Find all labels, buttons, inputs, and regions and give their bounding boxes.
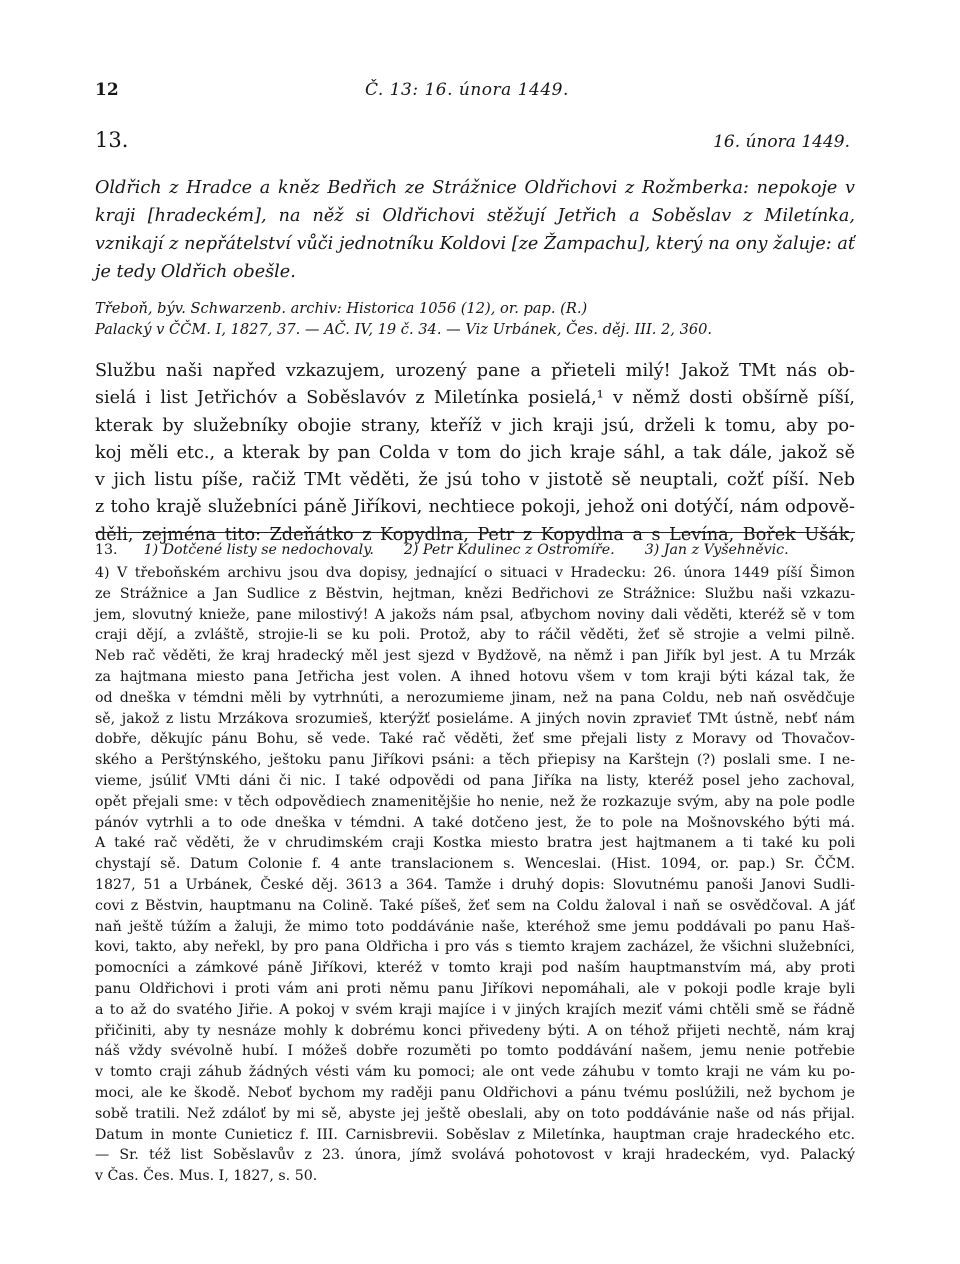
body-line: Službu naši napřed vzkazujem, urozený pane a přieteli milý! Jakož TMt nás ob- — [95, 361, 855, 381]
footnote-line: sobě tratili. Než zdáloť by mi sě, abyste jej ještě obeslali, aby on toto poddávánie naše od nás přijal. — [95, 1105, 855, 1122]
footnote-3: 3) Jan z Vyšehněvic. — [644, 542, 789, 558]
footnote-line: 1827, 51 a Urbánek, České děj. 3613 a 364. Tamže i druhý dopis: Slovutnému panoši Janovi Sudli- — [95, 876, 855, 893]
footnote-doc-label: 13. — [95, 542, 118, 558]
footnote-line: moci, ale ke škodě. Neboť bychom my raději panu Oldřichovi a pánu tvému poslúžili, než bychom je — [95, 1084, 855, 1101]
running-title: Č. 13: 16. února 1449. — [365, 80, 569, 100]
footnote-line: od dneška v témdni měli by vytrhnúti, a nerozumieme jinam, než na pana Coldu, neb naň osvědčuje — [95, 689, 855, 706]
footnote-line: covi z Běstvin, hauptmanu na Colině. Také píšeš, žeť sem na Coldu žaloval i naň se osvědčoval. A jáť — [95, 897, 855, 914]
footnote-line: ze Strážnice a Jan Sudlice z Běstvin, hejtman, knězi Bedřichovi ze Strážnice: Službu naši vzkazu- — [95, 585, 855, 602]
body-line: v jich listu píše, račiž TMt věděti, že jsú toho v jistotě sě neuptali, cožť píší. Neb — [95, 470, 855, 491]
footnote-line: Neb rač věděti, že kraj hradecký měl jest sjezd v Bydžově, na němž i pan Jiřík byl jest. A tu Mrzák — [95, 648, 855, 665]
footnote-line: v Čas. Čes. Mus. I, 1827, s. 50. — [95, 1168, 318, 1185]
footnote-line: přičiniti, aby ty nesnáze mohly k dobrému konci přivedeny býti. A on téhož přijeti nechtě, nám kraj — [95, 1022, 855, 1039]
footnote-4 — [95, 563, 855, 1187]
footnote-line: 4) V třeboňském archivu jsou dva dopisy, jednající o situaci v Hradecku: 26. února 1449 píší Šimon — [95, 565, 855, 581]
footnote-divider — [95, 532, 855, 533]
footnote-line: sě, jakož z listu Mrzákova srozumieš, kterýžť posieláme. A jiných novin zpravieť TMt ústně, nebť nám — [95, 710, 855, 727]
footnote-line: náš vždy svévolně hubí. I móžeš dobře rozuměti po tomto poddávání našem, jemu nenie potřebie — [95, 1043, 855, 1060]
body-line: sielá i list Jetřichóv a Soběslavóv z Miletínka posielá,¹ v němž dosti obšírně píší, — [95, 388, 855, 409]
footnote-line: a to až do svatého Jiřie. A pokoj v svém kraji majíce i v jiných krajích meziť vámi chtěli smě se řádně — [95, 1001, 855, 1018]
body-line: děli, zejména tito: Zdeňátko z Kopydlna, Petr z Kopydlna a s Levína, Bořek Ušák, — [95, 524, 855, 545]
footnote-line: pánóv vytrhli a to ode dneška v témdni. A také dotčeno jest, že to pole na Mošnovského býti má. — [95, 814, 855, 831]
footnote-line: za hajtmana miesto pana Jetřicha jest volen. A ihned hotovu všem v tom kraji býti kázal tak, že — [95, 668, 855, 685]
letter-body — [95, 358, 855, 549]
footnote-line: vieme, jsúliť VMti dáni či nic. I také odpovědi od pana Jiříka na listy, kteréž posel jeho zachoval, — [95, 772, 855, 789]
footnote-line: kovi, takto, aby neřekl, by pro pana Oldřicha i pro vás s tiemto krajem zacházel, že všichni služebníci, — [95, 939, 855, 956]
footnote-line: ského a Perštýnského, ještoku panu Jiříkovi psáni: a těch přiepisy na Karštejn (?) poslali sme. I ne- — [95, 752, 855, 769]
footnote-line: — Sr. též list Soběslavův z 23. února, jímž svolává pohotovost v kraji hradeckém, vyd. Palacký — [95, 1147, 855, 1164]
footnote-line: dobře, děkujíc pánu Bohu, sě vede. Také rač věděti, žeť sme přejali listy z Moravy od Thovačov- — [95, 731, 855, 748]
footnote-line: opět přejali sme: v těch odpovědiech znamenitějšie ho nenie, než že rozkazuje svým, aby na pole podle — [95, 793, 855, 810]
page-number: 12 — [95, 80, 119, 100]
footnote-line: A také rač věděti, že v chrudimském craji Kostka miesto bratra jest hajtmanem a ti také ku poli — [95, 835, 855, 852]
footnotes-header — [95, 540, 855, 560]
source-line: Palacký v ČČM. I, 1827, 37. — AČ. IV, 19 č. 34. — Viz Urbánek, Čes. děj. III. 2, 360. — [95, 321, 713, 338]
footnote-1: 1) Dotčené listy se nedochovaly. — [143, 542, 374, 558]
footnote-line: craji dějí, a zvláště, strojie-li se ku poli. Protož, aby to ráčil věděti, žeť sě strojie a velmi pilně. — [95, 627, 855, 644]
source-line: Třeboň, býv. Schwarzenb. archiv: Historica 1056 (12), or. pap. (R.) — [95, 300, 588, 317]
source-citation — [95, 298, 855, 340]
running-head — [95, 80, 850, 104]
body-line: z toho krajě služebníci páně Jiříkovi, nechtiece pokoji, jehož oni dotýčí, nám odpově- — [95, 497, 855, 518]
footnote-line: v tomto craji záhub žádných vésti vám ku pomoci; ale ont vede záhubu v tomto kraji ne vám ku po- — [95, 1064, 855, 1081]
footnote-line: chystají sě. Datum Colonie f. 4 ante translacionem s. Wenceslai. (Hist. 1094, or. pap.) Sr. ČČM. — [95, 856, 855, 873]
footnote-line: pomocníci a zámkové páně Jiříkovi, kteréž v tomto kraji pod naším hauptmanstvím má, aby proti — [95, 960, 855, 977]
body-line: kterak by služebníky obojie strany, kteříž v jich kraji jsú, drželi k tomu, aby po- — [95, 415, 855, 436]
document-heading — [95, 128, 850, 158]
document-number: 13. — [95, 128, 129, 152]
footnote-2: 2) Petr Kdulinec z Ostromíře. — [403, 542, 615, 558]
regest-summary: Oldřich z Hradce a kněz Bedřich ze Strážnice Oldřichovi z Rožmberka: nepokoje v kraji [hradeckém], na něž si Oldřichovi stěžují Jetřich a Soběslav z Miletínka, vznikají z nepřátelství vůči jednotníku Koldovi [ze Žampachu], který na ony žaluje: ať je tedy Oldřich obešle. — [95, 178, 855, 282]
body-line: koj měli etc., a kterak by pan Colda v tom do jich kraje sáhl, a tak dále, jakož sě — [95, 442, 855, 463]
document-date: 16. února 1449. — [713, 132, 850, 152]
footnote-line: jem, slovutný knieže, pane milostivý! A jakožs nám psal, aťbychom noviny dali věděti, kteréž sě v tom — [95, 606, 855, 623]
footnote-line: panu Oldřichovi i proti vám ani proti němu panu Jiříkovi nepomáhali, ale v pokoji podle kraje byli — [95, 980, 855, 997]
footnote-line: Datum in monte Cunieticz f. III. Carnisbrevii. Soběslav z Miletínka, hauptman craje hradeckého etc. — [95, 1126, 855, 1143]
footnote-line: naň ještě túžím a žaluji, že mimo toto poddávánie naše, kteréhož sme jemu poddávali po panu Haš- — [95, 918, 855, 935]
